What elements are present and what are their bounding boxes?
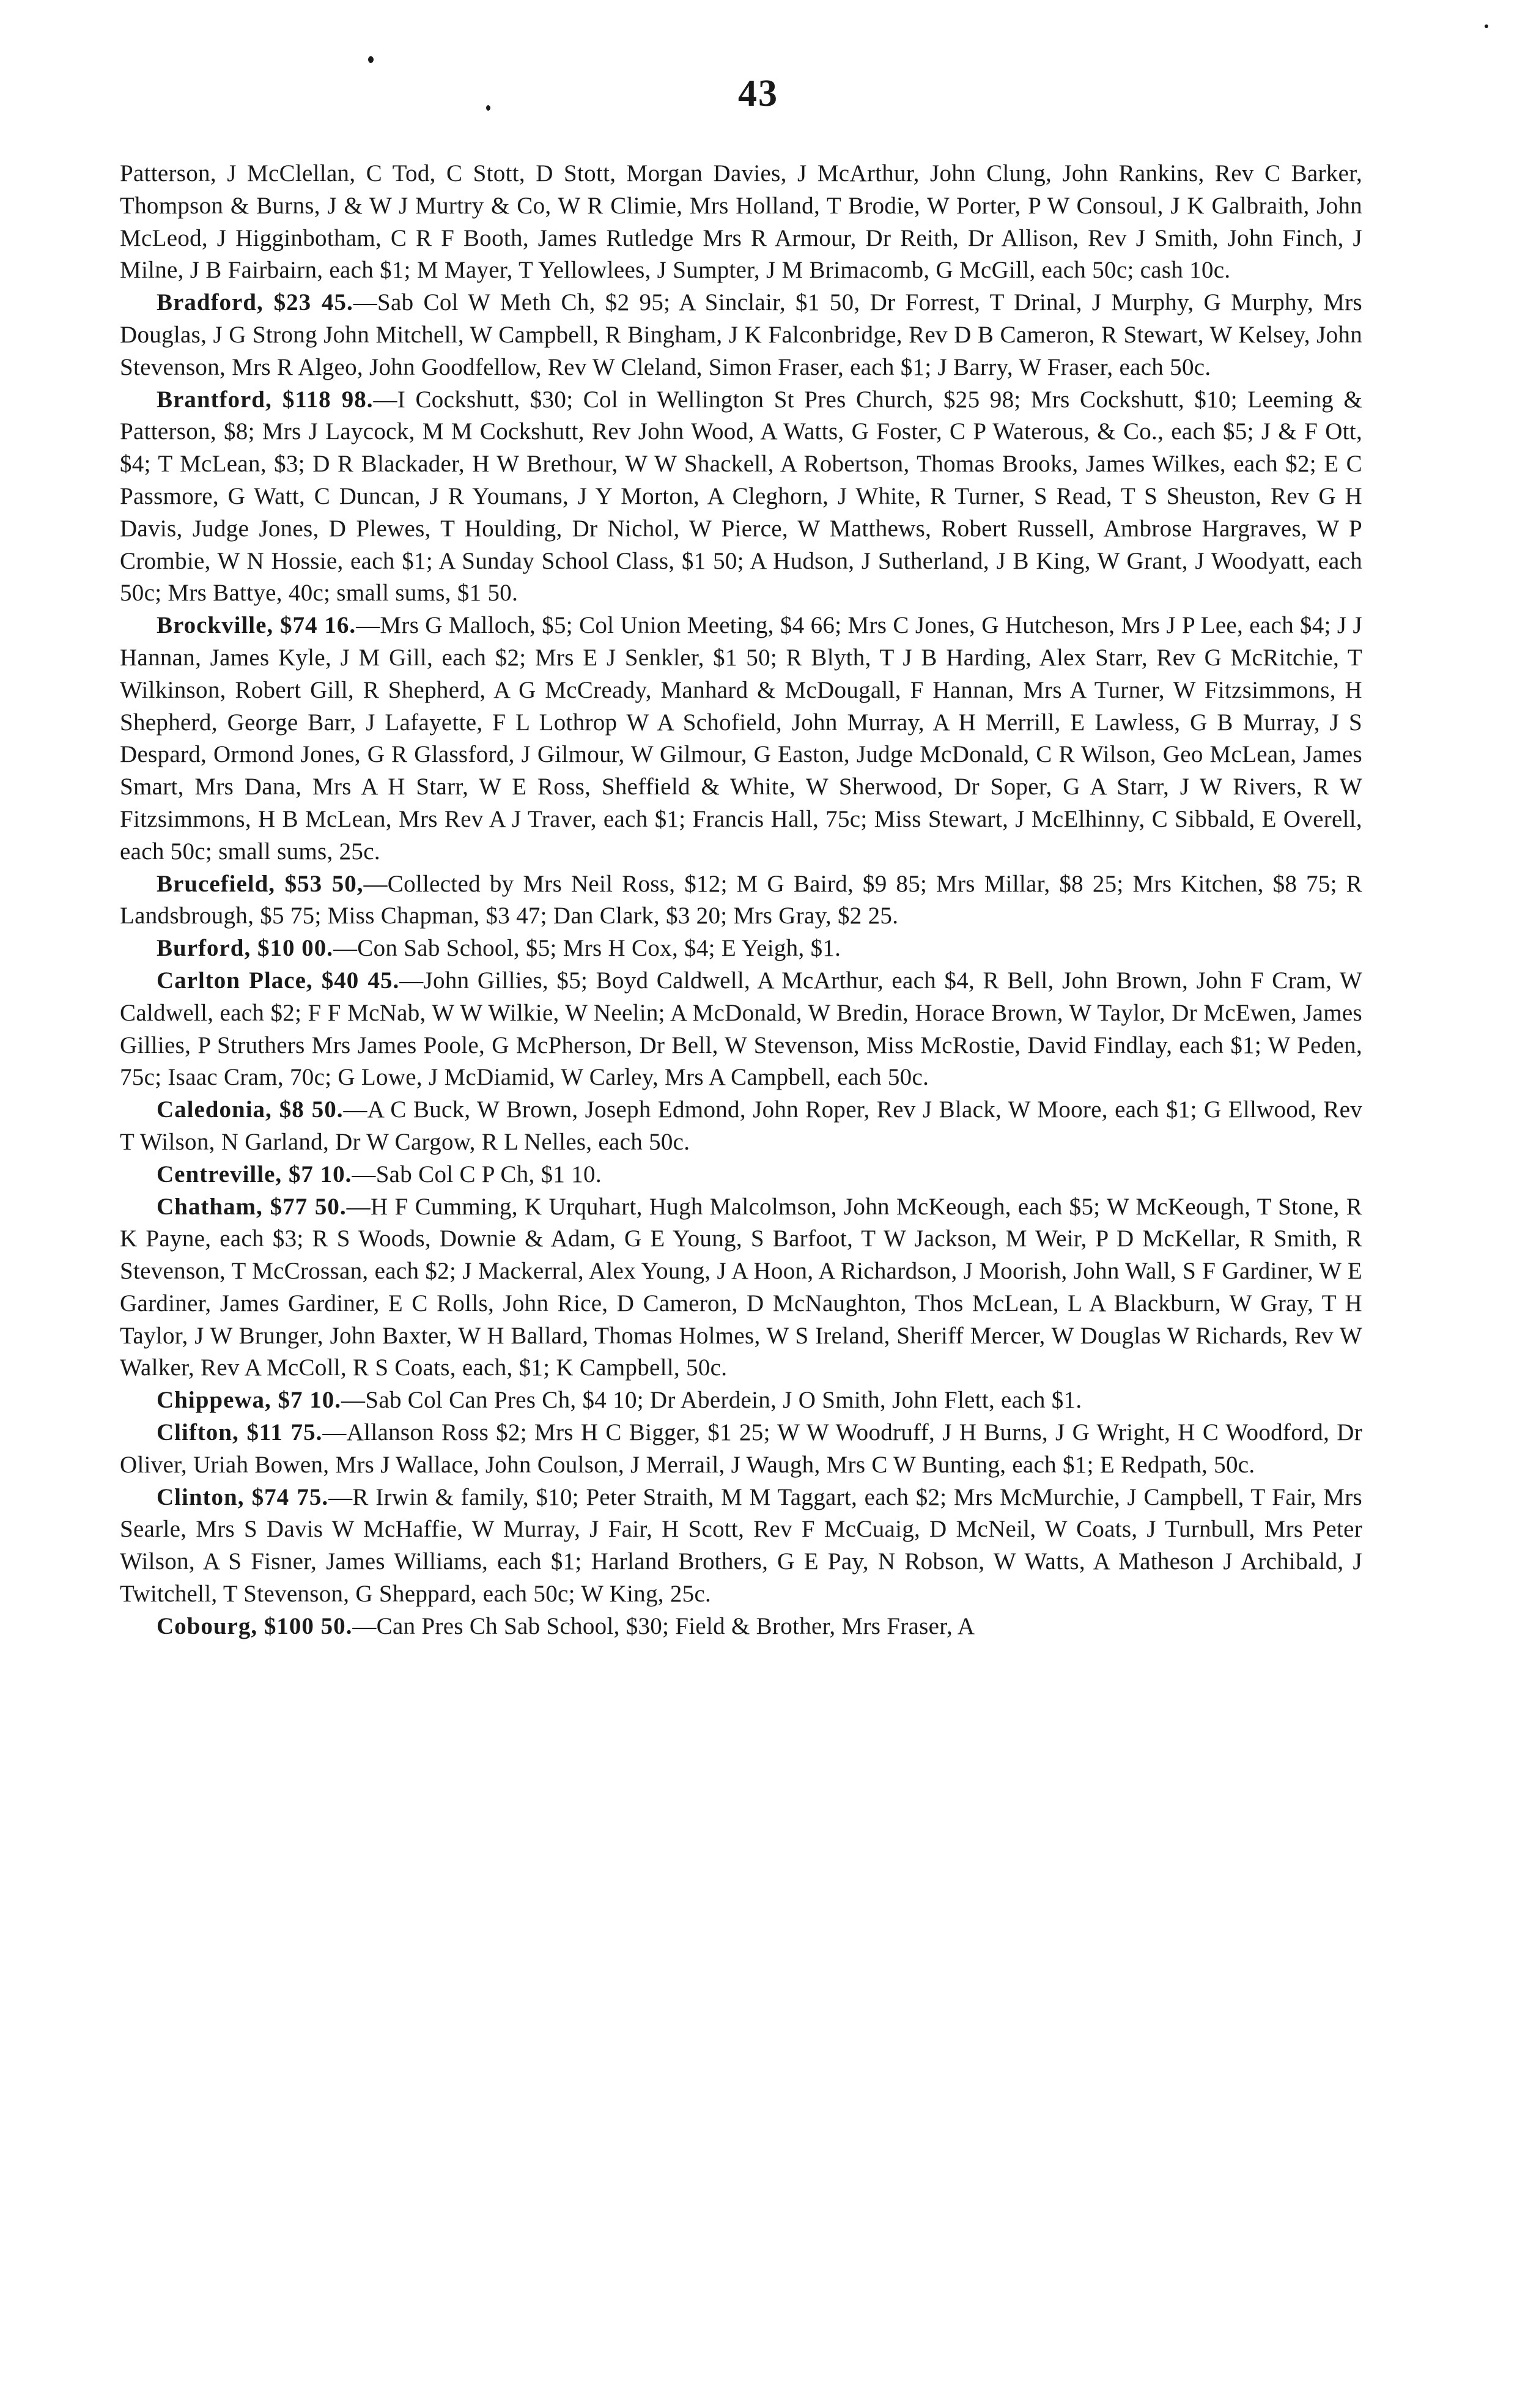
list-entry: [120, 1094, 1362, 1159]
entry-text: —Mrs G Malloch, $5; Col Union Meeting, $4 66; Mrs C Jones, G Hutcheson, Mrs J P Lee, each $4; J J Hannan, James Kyle, J M Gill, each $2; Mrs E J Senkler, $1 50; R Blyth, T J B Harding, Alex Starr, Rev G McRitchie, T Wilkinson, Robert Gill, R Shepherd, A G McCready, Manhard & McDougall, F Hannan, Mrs A Turner, W Fitzsimmons, H Shepherd, George Barr, J Lafayette, F L Lothrop W A Schofield, John Murray, A H Merrill, E Lawless, G B Murray, J S Despard, Ormond Jones, G R Glassford, J Gilmour, W Gilmour, G Easton, Judge McDonald, C R Wilson, Geo McLean, James Smart, Mrs Dana, Mrs A H Starr, W E Ross, Sheffield & White, W Sherwood, Dr Soper, G A Starr, J W Rivers, R W Fitzsimmons, H B McLean, Mrs Rev A J Traver, each $1; Francis Hall, 75c; Miss Stewart, J McElhinny, C Sibbald, E Overell, each 50c; small sums, 25c.: [120, 612, 1362, 865]
list-entry: [120, 1159, 1362, 1191]
list-entry: [120, 1417, 1362, 1482]
entry-place: Brantford, $118 98.: [157, 386, 374, 413]
list-entry: [120, 287, 1362, 383]
entry-text: —H F Cumming, K Urquhart, Hugh Malcolmson, John McKeough, each $5; W McKeough, T Stone, R K Payne, each $3; R S Woods, Downie & Adam, G E Young, S Barfoot, T W Jackson, M Weir, P D McKellar, R Smith, R Stevenson, T McCrossan, each $2; J Mackerral, Alex Young, J A Hoon, A Richardson, J Moorish, John Wall, S F Gardiner, W E Gardiner, James Gardiner, E C Rolls, John Rice, D Cameron, D McNaughton, Thos McLean, L A Blackburn, W Gray, T H Taylor, J W Brunger, John Baxter, W H Ballard, Thomas Holmes, W S Ireland, Sheriff Mercer, W Douglas W Richards, Rev W Walker, Rev A McColl, R S Coats, each, $1; K Campbell, 50c.: [120, 1193, 1362, 1381]
entry-text: Patterson, J McClellan, C Tod, C Stott, D Stott, Morgan Davies, J McArthur, John Clung, John Rankins, Rev C Barker, Thompson & Burns, J & W J Murtry & Co, W R Climie, Mrs Holland, T Brodie, W Porter, P W Consoul, J K Galbraith, John McLeod, J Higginbotham, C R F Booth, James Rutledge Mrs R Armour, Dr Reith, Dr Allison, Rev J Smith, John Finch, J Milne, J B Fairbairn, each $1; M Mayer, T Yellowlees, J Sumpter, J M Brimacomb, G McGill, each 50c; cash 10c.: [120, 160, 1362, 284]
entry-text: —John Gillies, $5; Boyd Caldwell, A McArthur, each $4, R Bell, John Brown, John F Cram, W Caldwell, each $2; F F McNab, W W Wilkie, W Neelin; A McDonald, W Bredin, Horace Brown, W Taylor, Dr McEwen, James Gillies, P Struthers Mrs James Poole, G McPherson, Dr Bell, W Stevenson, Miss McRostie, David Findlay, each $1; W Peden, 75c; Isaac Cram, 70c; G Lowe, J McDiamid, W Carley, Mrs A Campbell, each 50c.: [120, 967, 1363, 1091]
list-entry: [120, 868, 1362, 933]
entry-text: —Con Sab School, $5; Mrs H Cox, $4; E Yeigh, $1.: [333, 935, 841, 962]
entry-place: Caledonia, $8 50.: [157, 1096, 344, 1123]
entry-text: —Allanson Ross $2; Mrs H C Bigger, $1 25; W W Woodruff, J H Burns, J G Wright, H C Woodford, Dr Oliver, Uriah Bowen, Mrs J Wallace, John Coulson, J Merrail, J Waugh, Mrs C W Bunting, each $1; E Redpath, 50c.: [120, 1419, 1362, 1478]
entry-place: Bradford, $23 45.: [157, 289, 353, 316]
entry-place: Centreville, $7 10.: [157, 1161, 352, 1187]
page-number: 43: [738, 73, 778, 114]
entry-place: Brockville, $74 16.: [157, 612, 356, 639]
entry-text: —Collected by Mrs Neil Ross, $12; M G Baird, $9 85; Mrs Millar, $8 25; Mrs Kitchen, $8 75; R Landsbrough, $5 75; Miss Chapman, $3 47; Dan Clark, $3 20; Mrs Gray, $2 25.: [120, 870, 1362, 929]
entry-place: Clifton, $11 75.: [157, 1419, 323, 1446]
entry-text: —Sab Col C P Ch, $1 10.: [352, 1161, 602, 1187]
entry-place: Carlton Place, $40 45.: [157, 967, 400, 994]
entry-text: —Sab Col Can Pres Ch, $4 10; Dr Aberdein, J O Smith, John Flett, each $1.: [341, 1387, 1082, 1414]
entry-place: Brucefield, $53 50,: [157, 870, 364, 897]
entry-place: Clinton, $74 75.: [157, 1483, 329, 1510]
list-entry: [120, 384, 1362, 610]
list-entry: [120, 933, 1362, 965]
list-entry: [120, 1384, 1362, 1417]
entry-place: Burford, $10 00.: [157, 935, 333, 962]
ink-speck-icon: [1485, 24, 1488, 28]
list-entry: [120, 965, 1362, 1094]
donor-list: [120, 158, 1362, 1643]
entry-text: —Can Pres Ch Sab School, $30; Field & Brother, Mrs Fraser, A: [352, 1612, 975, 1639]
list-entry: [120, 1482, 1362, 1611]
ink-speck-icon: [486, 105, 490, 111]
list-entry: [120, 1611, 1362, 1643]
entry-place: Chippewa, $7 10.: [157, 1387, 342, 1414]
entry-text: —A C Buck, W Brown, Joseph Edmond, John Roper, Rev J Black, W Moore, each $1; G Ellwood, Rev T Wilson, N Garland, Dr W Cargow, R L Nelles, each 50c.: [120, 1096, 1362, 1155]
ink-speck-icon: [368, 56, 374, 63]
list-entry: [120, 610, 1362, 868]
entry-place: Cobourg, $100 50.: [157, 1612, 353, 1639]
entry-text: —R Irwin & family, $10; Peter Straith, M M Taggart, each $2; Mrs McMurchie, J Campbell, T Fair, Mrs Searle, Mrs S Davis W McHaffie, W Murray, J Fair, H Scott, Rev F McCuaig, D McNeil, W Coats, J Turnbull, Mrs Peter Wilson, A S Fisner, James Williams, each $1; Harland Brothers, G E Pay, N Robson, W Watts, A Matheson J Archibald, J Twitchell, T Stevenson, G Sheppard, each 50c; W King, 25c.: [120, 1483, 1363, 1608]
list-entry: [120, 1191, 1362, 1385]
entry-text: —Sab Col W Meth Ch, $2 95; A Sinclair, $1 50, Dr Forrest, T Drinal, J Murphy, G Murphy, Mrs Douglas, J G Strong John Mitchell, W Campbell, R Bingham, J K Falconbridge, Rev D B Cameron, R Stewart, W Kelsey, John Stevenson, Mrs R Algeo, John Goodfellow, Rev W Cleland, Simon Fraser, each $1; J Barry, W Fraser, each 50c.: [120, 289, 1362, 380]
entry-text: —I Cockshutt, $30; Col in Wellington St Pres Church, $25 98; Mrs Cockshutt, $10; Leeming & Patterson, $8; Mrs J Laycock, M M Cockshutt, Rev John Wood, A Watts, G Foster, C P Waterous, & Co., each $5; J & F Ott, $4; T McLean, $3; D R Blackader, H W Brethour, W W Shackell, A Robertson, Thomas Brooks, James Wilkes, each $2; E C Passmore, G Watt, C Duncan, J R Youmans, J Y Morton, A Cleghorn, J White, R Turner, S Read, T S Sheuston, Rev G H Davis, Judge Jones, D Plewes, T Houlding, Dr Nichol, W Pierce, W Matthews, Robert Russell, Ambrose Hargraves, W P Crombie, W N Hossie, each $1; A Sunday School Class, $1 50; A Hudson, J Sutherland, J B King, W Grant, J Woodyatt, each 50c; Mrs Battye, 40c; small sums, $1 50.: [120, 386, 1362, 607]
entry-place: Chatham, $77 50.: [157, 1193, 347, 1220]
list-entry: [120, 158, 1362, 287]
